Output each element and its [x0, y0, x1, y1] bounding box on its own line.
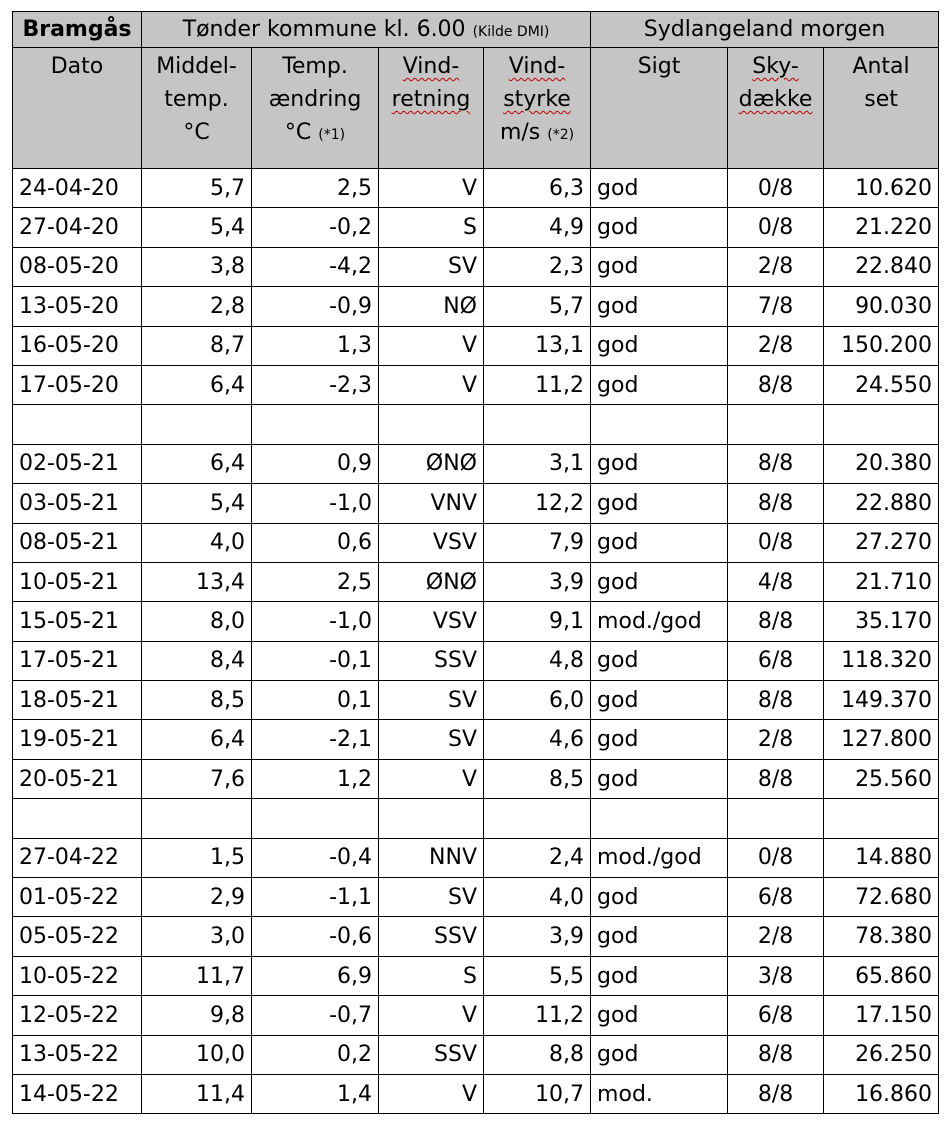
- cell-dato: 13-05-22: [13, 1035, 142, 1074]
- cell-sigt: god: [591, 917, 728, 956]
- cell-antal: 150.200: [824, 326, 939, 365]
- table-row: [13, 444, 939, 483]
- cell-vindstyrke: 6,0: [484, 681, 591, 720]
- cell-vindstyrke: 11,2: [484, 996, 591, 1035]
- cell-vindretning: V: [379, 169, 484, 208]
- cell-sigt: god: [591, 641, 728, 680]
- cell-dato: 01-05-22: [13, 878, 142, 917]
- table-row: [13, 1035, 939, 1074]
- cell-skydaekke: 8/8: [728, 365, 824, 404]
- col-sky-line1: Sky-: [752, 54, 799, 79]
- col-tempaendring: [252, 48, 379, 169]
- cell-vindretning: [379, 799, 484, 838]
- cell-skydaekke: 8/8: [728, 1035, 824, 1074]
- cell-dato: 08-05-20: [13, 247, 142, 286]
- cell-tempaendring: 1,2: [252, 759, 379, 798]
- cell-sigt: god: [591, 484, 728, 523]
- cell-vindstyrke: 4,0: [484, 878, 591, 917]
- cell-middeltemp: 2,8: [142, 287, 252, 326]
- cell-tempaendring: -0,7: [252, 996, 379, 1035]
- table-row: [13, 208, 939, 247]
- cell-vindretning: V: [379, 759, 484, 798]
- col-vindstyrke-note: (*2): [547, 127, 575, 143]
- cell-antal: 65.860: [824, 956, 939, 995]
- table-row: [13, 1074, 939, 1113]
- cell-vindstyrke: 5,5: [484, 956, 591, 995]
- cell-middeltemp: 7,6: [142, 759, 252, 798]
- cell-sigt: mod./god: [591, 602, 728, 641]
- cell-middeltemp: 6,4: [142, 365, 252, 404]
- cell-skydaekke: [728, 799, 824, 838]
- cell-antal: 10.620: [824, 169, 939, 208]
- table-row: [13, 759, 939, 798]
- cell-sigt: mod./god: [591, 838, 728, 877]
- cell-vindretning: SV: [379, 720, 484, 759]
- cell-vindstyrke: 6,3: [484, 169, 591, 208]
- cell-sigt: god: [591, 365, 728, 404]
- col-vindstyrke-line2: styrke: [503, 87, 571, 112]
- col-middeltemp: [142, 48, 252, 169]
- cell-tempaendring: -1,0: [252, 602, 379, 641]
- cell-tempaendring: -0,1: [252, 641, 379, 680]
- cell-vindretning: SV: [379, 247, 484, 286]
- cell-sigt: god: [591, 878, 728, 917]
- cell-vindretning: [379, 405, 484, 444]
- cell-tempaendring: -0,2: [252, 208, 379, 247]
- cell-middeltemp: 10,0: [142, 1035, 252, 1074]
- cell-middeltemp: 6,4: [142, 720, 252, 759]
- cell-dato: 27-04-22: [13, 838, 142, 877]
- cell-vindretning: VNV: [379, 484, 484, 523]
- cell-dato: 15-05-21: [13, 602, 142, 641]
- cell-skydaekke: 0/8: [728, 169, 824, 208]
- cell-middeltemp: 11,4: [142, 1074, 252, 1113]
- cell-vindretning: ØNØ: [379, 444, 484, 483]
- cell-sigt: god: [591, 247, 728, 286]
- cell-vindretning: VSV: [379, 523, 484, 562]
- cell-tempaendring: 0,2: [252, 1035, 379, 1074]
- cell-skydaekke: 8/8: [728, 759, 824, 798]
- cell-vindretning: SV: [379, 681, 484, 720]
- cell-dato: 03-05-21: [13, 484, 142, 523]
- table-row: [13, 523, 939, 562]
- cell-antal: 21.710: [824, 562, 939, 601]
- cell-dato: 20-05-21: [13, 759, 142, 798]
- cell-antal: 16.860: [824, 1074, 939, 1113]
- cell-antal: 78.380: [824, 917, 939, 956]
- cell-vindstyrke: 7,9: [484, 523, 591, 562]
- cell-sigt: god: [591, 996, 728, 1035]
- cell-sigt: god: [591, 208, 728, 247]
- cell-vindretning: V: [379, 365, 484, 404]
- cell-skydaekke: 0/8: [728, 208, 824, 247]
- cell-sigt: [591, 799, 728, 838]
- cell-skydaekke: 7/8: [728, 287, 824, 326]
- tonder-title: Tønder kommune kl. 6.00: [182, 17, 466, 42]
- cell-tempaendring: -4,2: [252, 247, 379, 286]
- cell-dato: 14-05-22: [13, 1074, 142, 1113]
- table-row: [13, 917, 939, 956]
- cell-skydaekke: 2/8: [728, 247, 824, 286]
- cell-middeltemp: 8,4: [142, 641, 252, 680]
- cell-tempaendring: 0,9: [252, 444, 379, 483]
- cell-vindstyrke: 4,8: [484, 641, 591, 680]
- table-row: [13, 878, 939, 917]
- cell-vindstyrke: [484, 405, 591, 444]
- cell-vindretning: NØ: [379, 287, 484, 326]
- cell-antal: 118.320: [824, 641, 939, 680]
- cell-tempaendring: 6,9: [252, 956, 379, 995]
- cell-skydaekke: 0/8: [728, 838, 824, 877]
- table-body: [13, 169, 939, 1114]
- cell-vindstyrke: 2,3: [484, 247, 591, 286]
- cell-vindstyrke: 3,9: [484, 917, 591, 956]
- cell-vindstyrke: 3,9: [484, 562, 591, 601]
- cell-vindretning: ØNØ: [379, 562, 484, 601]
- cell-sigt: god: [591, 720, 728, 759]
- cell-skydaekke: 2/8: [728, 326, 824, 365]
- cell-dato: 12-05-22: [13, 996, 142, 1035]
- cell-vindretning: VSV: [379, 602, 484, 641]
- col-temp-line1: Temp.: [282, 54, 348, 79]
- cell-vindretning: NNV: [379, 838, 484, 877]
- table-row: [13, 720, 939, 759]
- cell-middeltemp: 4,0: [142, 523, 252, 562]
- col-middeltemp-line1: Middel-: [156, 54, 237, 79]
- cell-middeltemp: 2,9: [142, 878, 252, 917]
- col-vindretning-line2: retning: [391, 87, 471, 112]
- table-row: [13, 562, 939, 601]
- table-row: [13, 365, 939, 404]
- col-vindstyrke-line1: Vind-: [508, 54, 566, 79]
- cell-vindstyrke: 13,1: [484, 326, 591, 365]
- cell-vindstyrke: 2,4: [484, 838, 591, 877]
- cell-vindretning: S: [379, 208, 484, 247]
- cell-dato: 02-05-21: [13, 444, 142, 483]
- cell-tempaendring: [252, 799, 379, 838]
- col-middeltemp-line2: temp.: [164, 87, 229, 112]
- header-row-columns: [13, 48, 939, 169]
- cell-skydaekke: 6/8: [728, 641, 824, 680]
- cell-vindstyrke: 8,5: [484, 759, 591, 798]
- col-vindstyrke-line3: [490, 116, 584, 152]
- cell-antal: [824, 405, 939, 444]
- cell-tempaendring: -2,3: [252, 365, 379, 404]
- cell-middeltemp: 8,0: [142, 602, 252, 641]
- header-row-top: [13, 12, 939, 48]
- cell-dato: 10-05-22: [13, 956, 142, 995]
- cell-vindretning: V: [379, 1074, 484, 1113]
- cell-sigt: mod.: [591, 1074, 728, 1113]
- cell-tempaendring: -0,9: [252, 287, 379, 326]
- cell-middeltemp: [142, 405, 252, 444]
- table-row: [13, 247, 939, 286]
- cell-dato: 19-05-21: [13, 720, 142, 759]
- cell-skydaekke: 3/8: [728, 956, 824, 995]
- cell-tempaendring: 0,6: [252, 523, 379, 562]
- col-sky-line2: dække: [738, 87, 813, 112]
- cell-dato: [13, 799, 142, 838]
- cell-dato: [13, 405, 142, 444]
- cell-sigt: god: [591, 1035, 728, 1074]
- cell-antal: 20.380: [824, 444, 939, 483]
- table-row: [13, 484, 939, 523]
- cell-skydaekke: [728, 405, 824, 444]
- cell-tempaendring: -2,1: [252, 720, 379, 759]
- col-vindstyrke: [484, 48, 591, 169]
- table-row: [13, 326, 939, 365]
- cell-middeltemp: 3,8: [142, 247, 252, 286]
- cell-dato: 24-04-20: [13, 169, 142, 208]
- cell-vindstyrke: 4,6: [484, 720, 591, 759]
- cell-dato: 18-05-21: [13, 681, 142, 720]
- cell-dato: 08-05-21: [13, 523, 142, 562]
- cell-antal: 22.880: [824, 484, 939, 523]
- cell-middeltemp: 1,5: [142, 838, 252, 877]
- cell-skydaekke: 2/8: [728, 720, 824, 759]
- table-row: [13, 681, 939, 720]
- bramgas-table: [12, 11, 939, 1114]
- cell-middeltemp: 3,0: [142, 917, 252, 956]
- cell-skydaekke: 8/8: [728, 1074, 824, 1113]
- cell-sigt: [591, 405, 728, 444]
- table-row: [13, 287, 939, 326]
- table-row: [13, 602, 939, 641]
- col-vindstyrke-unit: m/s: [499, 120, 541, 145]
- cell-sigt: god: [591, 287, 728, 326]
- table-row: [13, 838, 939, 877]
- cell-tempaendring: 2,5: [252, 169, 379, 208]
- cell-dato: 13-05-20: [13, 287, 142, 326]
- cell-sigt: god: [591, 759, 728, 798]
- cell-sigt: god: [591, 444, 728, 483]
- cell-antal: 27.270: [824, 523, 939, 562]
- cell-antal: 35.170: [824, 602, 939, 641]
- cell-dato: 17-05-21: [13, 641, 142, 680]
- cell-antal: 22.840: [824, 247, 939, 286]
- cell-vindstyrke: 11,2: [484, 365, 591, 404]
- cell-antal: 14.880: [824, 838, 939, 877]
- cell-tempaendring: -0,6: [252, 917, 379, 956]
- cell-sigt: god: [591, 562, 728, 601]
- cell-antal: 25.560: [824, 759, 939, 798]
- cell-vindstyrke: 12,2: [484, 484, 591, 523]
- species-header: Bramgås: [13, 12, 142, 48]
- cell-vindretning: S: [379, 956, 484, 995]
- cell-skydaekke: 8/8: [728, 602, 824, 641]
- cell-tempaendring: -1,1: [252, 878, 379, 917]
- cell-antal: [824, 799, 939, 838]
- cell-vindretning: SV: [379, 878, 484, 917]
- cell-tempaendring: 0,1: [252, 681, 379, 720]
- cell-tempaendring: -1,0: [252, 484, 379, 523]
- cell-middeltemp: 8,5: [142, 681, 252, 720]
- tonder-source: (Kilde DMI): [472, 24, 550, 40]
- cell-vindstyrke: 9,1: [484, 602, 591, 641]
- cell-sigt: god: [591, 681, 728, 720]
- cell-vindretning: SSV: [379, 917, 484, 956]
- cell-vindretning: SSV: [379, 641, 484, 680]
- cell-antal: 127.800: [824, 720, 939, 759]
- cell-middeltemp: [142, 799, 252, 838]
- col-antal-line2: set: [864, 87, 898, 112]
- cell-middeltemp: 5,4: [142, 484, 252, 523]
- col-dato: Dato: [13, 48, 142, 169]
- cell-middeltemp: 6,4: [142, 444, 252, 483]
- col-temp-note: (*1): [318, 127, 346, 143]
- cell-tempaendring: [252, 405, 379, 444]
- spacer-row: [13, 405, 939, 444]
- col-middeltemp-line3: °C: [183, 120, 210, 145]
- cell-skydaekke: 8/8: [728, 444, 824, 483]
- col-temp-line2: ændring: [268, 87, 362, 112]
- cell-vindretning: V: [379, 326, 484, 365]
- cell-sigt: god: [591, 523, 728, 562]
- cell-antal: 26.250: [824, 1035, 939, 1074]
- cell-antal: 72.680: [824, 878, 939, 917]
- cell-skydaekke: 2/8: [728, 917, 824, 956]
- cell-middeltemp: 9,8: [142, 996, 252, 1035]
- cell-sigt: god: [591, 956, 728, 995]
- cell-middeltemp: 5,4: [142, 208, 252, 247]
- col-antal-line1: Antal: [852, 54, 910, 79]
- col-sigt: Sigt: [591, 48, 728, 169]
- cell-vindstyrke: [484, 799, 591, 838]
- cell-vindretning: V: [379, 996, 484, 1035]
- cell-dato: 05-05-22: [13, 917, 142, 956]
- cell-antal: 90.030: [824, 287, 939, 326]
- cell-tempaendring: 1,3: [252, 326, 379, 365]
- tonder-header: [142, 12, 591, 48]
- cell-skydaekke: 0/8: [728, 523, 824, 562]
- table-row: [13, 996, 939, 1035]
- langeland-header: Sydlangeland morgen: [591, 12, 939, 48]
- cell-dato: 27-04-20: [13, 208, 142, 247]
- cell-vindstyrke: 5,7: [484, 287, 591, 326]
- cell-middeltemp: 8,7: [142, 326, 252, 365]
- cell-vindstyrke: 3,1: [484, 444, 591, 483]
- cell-skydaekke: 8/8: [728, 484, 824, 523]
- cell-middeltemp: 5,7: [142, 169, 252, 208]
- col-skydaekke: [728, 48, 824, 169]
- table-row: [13, 956, 939, 995]
- cell-tempaendring: -0,4: [252, 838, 379, 877]
- cell-vindstyrke: 10,7: [484, 1074, 591, 1113]
- cell-tempaendring: 1,4: [252, 1074, 379, 1113]
- cell-sigt: god: [591, 169, 728, 208]
- table-row: [13, 169, 939, 208]
- cell-antal: 149.370: [824, 681, 939, 720]
- cell-dato: 17-05-20: [13, 365, 142, 404]
- cell-antal: 21.220: [824, 208, 939, 247]
- cell-skydaekke: 6/8: [728, 996, 824, 1035]
- cell-tempaendring: 2,5: [252, 562, 379, 601]
- cell-vindstyrke: 8,8: [484, 1035, 591, 1074]
- cell-dato: 16-05-20: [13, 326, 142, 365]
- cell-middeltemp: 11,7: [142, 956, 252, 995]
- spacer-row: [13, 799, 939, 838]
- cell-antal: 24.550: [824, 365, 939, 404]
- cell-vindstyrke: 4,9: [484, 208, 591, 247]
- cell-skydaekke: 8/8: [728, 681, 824, 720]
- col-antal: [824, 48, 939, 169]
- col-vindretning-line1: Vind-: [402, 54, 460, 79]
- col-vindretning: [379, 48, 484, 169]
- cell-vindretning: SSV: [379, 1035, 484, 1074]
- cell-antal: 17.150: [824, 996, 939, 1035]
- cell-middeltemp: 13,4: [142, 562, 252, 601]
- cell-skydaekke: 4/8: [728, 562, 824, 601]
- cell-sigt: god: [591, 326, 728, 365]
- cell-skydaekke: 6/8: [728, 878, 824, 917]
- col-temp-line3: [258, 116, 372, 152]
- cell-dato: 10-05-21: [13, 562, 142, 601]
- table-row: [13, 641, 939, 680]
- col-temp-unit: °C: [284, 120, 312, 145]
